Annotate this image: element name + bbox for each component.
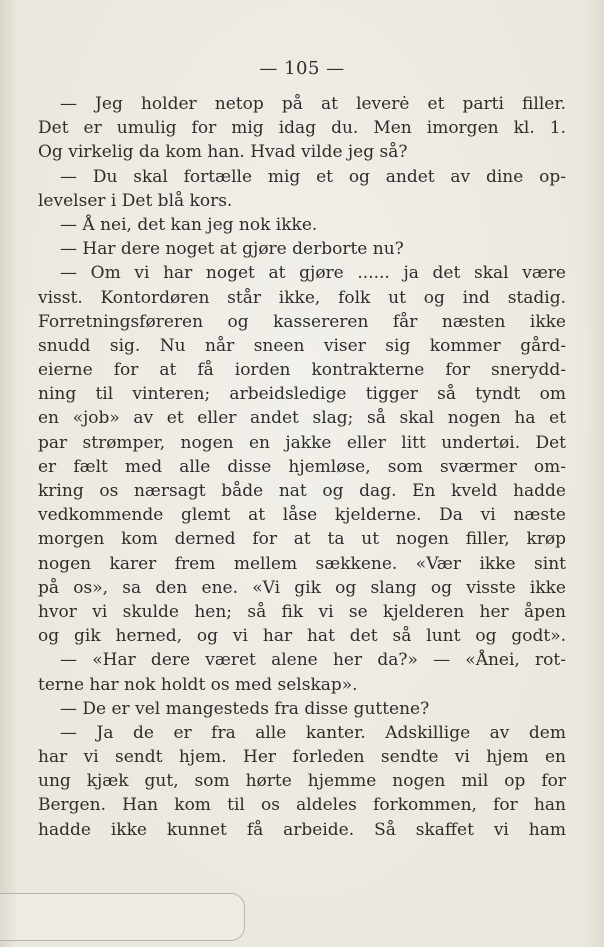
page-edge-tab <box>0 893 245 941</box>
text-line-8: — Om vi har noget at gjøre ...... ja det skal være <box>60 263 566 284</box>
text-line-21: på os», sa den ene. «Vi gik og slang og visste ikke <box>38 577 566 598</box>
text-line-19: morgen kom derned for at ta ut nogen filler, krøp <box>38 529 566 550</box>
text-line-5: levelser i Det blå kors. <box>38 190 233 211</box>
text-line-29: ung kjæk gut, som hørte hjemme nogen mil op for <box>38 771 566 792</box>
text-line-4: — Du skal fortælle mig et og andet av dine op- <box>60 166 566 187</box>
text-line-18: vedkommende glemt at låse kjelderne. Da vi næste <box>38 505 566 526</box>
text-line-12: eierne for at få iorden kontrakterne for snerydd- <box>38 360 566 381</box>
text-line-26: — De er vel mangesteds fra disse guttene? <box>60 698 430 719</box>
text-line-11: snudd sig. Nu når sneen viser sig kommer gård- <box>38 335 566 356</box>
text-line-13: ning til vinteren; arbeidsledige tigger så tyndt om <box>38 384 566 405</box>
text-line-25: terne har nok holdt os med selskap». <box>38 674 358 695</box>
text-line-10: Forretningsføreren og kassereren får næsten ikke <box>38 311 566 332</box>
text-line-30: Bergen. Han kom til os aldeles forkommen, for han <box>38 795 566 816</box>
text-line-14: en «job» av et eller andet slag; så skal nogen ha et <box>38 408 566 429</box>
text-line-17: kring os nærsagt både nat og dag. En kveld hadde <box>38 481 566 501</box>
text-line-27: — Ja de er fra alle kanter. Adskillige av dem <box>60 722 566 743</box>
text-line-6: — Å nei, det kan jeg nok ikke. <box>60 214 318 235</box>
text-line-16: er fælt med alle disse hjemløse, som sværmer om- <box>38 456 566 477</box>
body-text <box>38 92 566 842</box>
text-line-20: nogen karer frem mellem sækkene. «Vær ikke sint <box>38 553 566 574</box>
text-line-31: hadde ikke kunnet få arbeide. Så skaffet vi ham <box>38 819 566 840</box>
page-number: — 105 — <box>259 58 345 79</box>
text-line-28: har vi sendt hjem. Her forleden sendte vi hjem en <box>38 747 566 768</box>
text-line-2: Det er umulig for mig idag du. Men imorgen kl. 1. <box>38 118 566 139</box>
text-line-23: og gik herned, og vi har hat det så lunt og godt». <box>38 626 566 647</box>
text-line-1: — Jeg holder netop på at leverė et parti filler. <box>60 94 566 114</box>
text-line-15: par strømper, nogen en jakke eller litt undertøi. Det <box>38 432 566 453</box>
text-line-3: Og virkelig da kom han. Hvad vilde jeg så? <box>38 142 408 163</box>
text-line-7: — Har dere noget at gjøre derborte nu? <box>60 239 404 260</box>
text-line-9: visst. Kontordøren står ikke, folk ut og ind stadig. <box>38 287 566 308</box>
text-line-24: — «Har dere været alene her da?» — «Ånei, rot- <box>60 650 566 671</box>
text-line-22: hvor vi skulde hen; så fik vi se kjelderen her åpen <box>38 601 566 622</box>
